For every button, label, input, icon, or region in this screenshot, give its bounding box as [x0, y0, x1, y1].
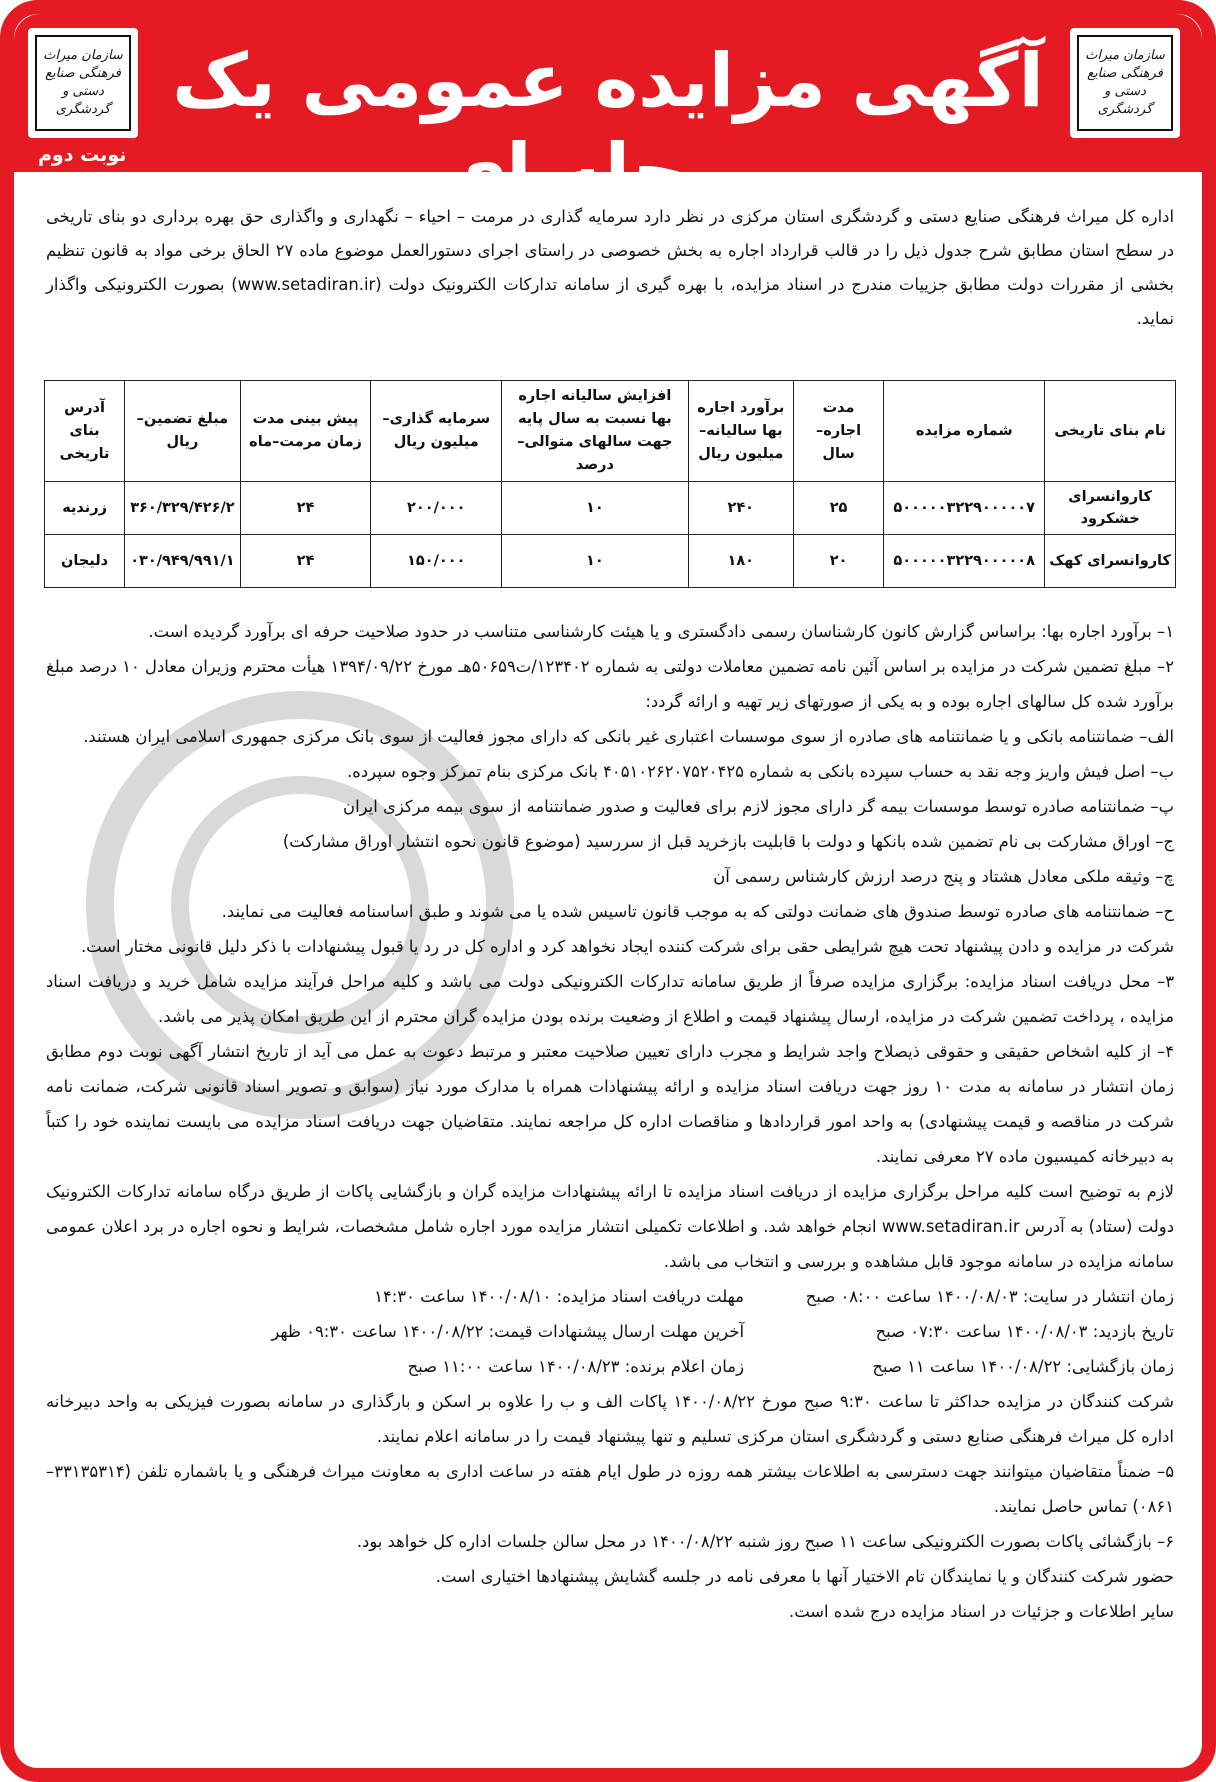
date-visit: تاریخ بازدید: ۱۴۰۰/۰۸/۰۳ ساعت ۰۷:۳۰ صبح: [875, 1322, 1174, 1341]
clause-3: ۳– محل دریافت اسناد مزایده: برگزاری مزایده صرفاً از طریق سامانه تدارکات الکترونیکی دولت می باشد و کلیه مراحل فرآیند مزایده شامل خرید و دریافت اسناد مزایده ، پرداخت تضمین شرکت در مزایده، ارسال پیشنهاد قیمت و اطلاع از وضعیت برنده بودن مزایده گران محترم از این طریق امکان پذیر می باشد.: [46, 972, 1174, 1026]
table-cell: کاروانسرای کهک: [1045, 535, 1176, 588]
clause-explanation: لازم به توضیح است کلیه مراحل برگزاری مزایده از دریافت اسناد مزایده تا ارائه پیشنهادات مزایده گران و بازگشایی پاکات از طریق درگاه سامانه تدارکات الکترونیک دولت (ستاد) به آدرس www.setadiran.ir انجام خواهد شد. و اطلاعات تکمیلی انتشار مزایده مورد اجاره شامل مشخصات، شرایط و نحوه اجاره در برد اعلان عمومی سامانه مزایده در سامانه موجود قابل مشاهده و بررسی و انتخاب می باشد.: [46, 1182, 1174, 1271]
organization-logo-right: [1070, 28, 1180, 138]
clause-2b: ب– اصل فیش واریز وجه نقد به حساب سپرده بانکی به شماره ۴۰۵۱۰۲۶۲۰۷۵۲۰۴۲۵ بانک مرکزی بنام تمرکز وجوه سپرده.: [347, 762, 1174, 781]
clause-6: ۶– بازگشائی پاکات بصورت الکترونیکی ساعت ۱۱ صبح روز شنبه ۱۴۰۰/۰۸/۲۲ در محل سالن جلسات اداره کل خواهد بود.: [356, 1532, 1174, 1551]
conditions-section: [46, 614, 1174, 1629]
date-bid-deadline: آخرین مهلت ارسال پیشنهادات قیمت: ۱۴۰۰/۰۸/۲۲ ساعت ۰۹:۳۰ ظهر: [271, 1322, 744, 1341]
dates-row: [46, 1314, 1174, 1349]
clause-2f: ح– ضمانتنامه های صادره توسط صندوق های ضمانت دولتی که به موجب قانون تاسیس شده یا می شوند و طبق اساسنامه فعالیت می نمایند.: [221, 902, 1174, 921]
table-cell: ۲۵: [793, 482, 883, 535]
auction-table: [44, 380, 1176, 588]
submission-paragraph: شرکت کنندگان در مزایده حداکثر تا ساعت ۹:۳۰ صبح مورخ ۱۴۰۰/۰۸/۲۲ پاکات الف و ب را علاوه بر اسکن و بارگذاری در سامانه بصورت فیزیکی به واحد دبیرخانه اداره کل میراث فرهنگی صنایع دستی و گردشگری استان مرکزی تسلیم و تنها پیشنهاد قیمت را در سامانه اعلام نمایند.: [46, 1392, 1174, 1446]
date-opening: زمان بازگشایی: ۱۴۰۰/۰۸/۲۲ ساعت ۱۱ صبح: [872, 1357, 1174, 1376]
intro-paragraph: اداره کل میراث فرهنگی صنایع دستی و گردشگری استان مرکزی در نظر دارد سرمایه گذاری در مرمت – احیاء – نگهداری و واگذاری حق بهره برداری دو بنای تاریخی در سطح استان مطابق شرح جدول ذیل را در قالب قرارداد اجاره به بخش خصوصی در راستای اجرای دستورالعمل موضوع ماده ۲۷ الحاق برخی مواد به قانون تنظیم بخشی از مقررات دولت مطابق جزییات مندرج در اسناد مزایده، با بهره گیری از سامانه تدارکات الکترونیک دولت (www.setadiran.ir) بصورت الکترونیکی واگذار نماید.: [46, 207, 1174, 328]
table-header-row: [45, 381, 1176, 482]
table-cell: ۲۴: [240, 482, 371, 535]
column-header: آدرس بنای تاریخی: [45, 381, 125, 482]
column-header: مدت اجاره– سال: [793, 381, 883, 482]
table-cell: کاروانسرای خشکرود: [1045, 482, 1176, 535]
attendance-note: حضور شرکت کنندگان و یا نمایندگان تام الاختیار آنها با معرفی نامه در جلسه گشایش پیشنهادها اختیاری است.: [435, 1567, 1174, 1586]
date-publish: زمان انتشار در سایت: ۱۴۰۰/۰۸/۰۳ ساعت ۰۸:۰۰ صبح: [805, 1287, 1174, 1306]
dates-row: [46, 1349, 1174, 1384]
table-cell: زرندیه: [45, 482, 125, 535]
column-header: سرمایه گذاری– میلیون ریال: [371, 381, 502, 482]
clause-4: ۴– از کلیه اشخاص حقیقی و حقوقی ذیصلاح واجد شرایط و مجرب دارای تعیین صلاحیت معتبر و مرتبط دعوت به عمل می آید از تاریخ انتشار آگهی نوبت دوم مطابق زمان انتشار در سامانه به مدت ۱۰ روز جهت دریافت اسناد مزایده و ارائه پیشنهادات همراه با مدارک مورد نیاز (سوابق و تصویر اسناد قانونی شرکت، ضمانت نامه شرکت در مناقصه و قیمت پیشنهادی) به واحد امور قراردادها و مناقصات اداره کل مراجعه نمایند. متقاضیان جهت دریافت اسناد مزایده می بایست نماینده خود را کتباً به دبیرخانه کمیسیون ماده ۲۷ معرفی نمایند.: [46, 1042, 1174, 1166]
header-banner: [14, 14, 1202, 214]
column-header: نام بنای تاریخی: [1045, 381, 1176, 482]
table-cell: ۰۳۰/۹۴۹/۹۹۱/۱: [125, 535, 241, 588]
closing-note: سایر اطلاعات و جزئیات در اسناد مزایده درج شده است.: [788, 1602, 1174, 1621]
clause-2d: ج– اوراق مشارکت بی نام تضمین شده بانکها و دولت با قابلیت بازخرید قبل از سررسید (موضوع قانون نحوه انتشار اوراق مشارکت): [282, 832, 1174, 851]
clause-2a: الف– ضمانتنامه بانکی و یا ضمانتنامه های صادره از سوی موسسات اعتباری غیر بانکی که دارای مجوز فعالیت از سوی بانک مرکزی جمهوری اسلامی ایران هستند.: [83, 727, 1174, 746]
table-cell: ۱۰: [502, 535, 688, 588]
table-cell: ۱۵۰/۰۰۰: [371, 535, 502, 588]
table-cell: ۱۸۰: [688, 535, 793, 588]
clause-2c: پ– ضمانتنامه صادره توسط موسسات بیمه گر دارای مجوز لازم برای فعالیت و صدور ضمانتنامه از سوی بیمه مرکزی ایران: [343, 797, 1174, 816]
table-cell: ۱۰: [502, 482, 688, 535]
page-title: آگهی مزایده عمومی یک مرحله ای: [172, 38, 1044, 214]
table-cell: ۲۰: [793, 535, 883, 588]
table-cell: ۲۰۰/۰۰۰: [371, 482, 502, 535]
column-header: مبلغ تضمین– ریال: [125, 381, 241, 482]
column-header: شماره مزایده: [884, 381, 1045, 482]
table-row: [45, 535, 1176, 588]
column-header: افزایش سالیانه اجاره بها نسبت به سال پایه جهت سالهای متوالی–درصد: [502, 381, 688, 482]
clause-note: شرکت در مزایده و دادن پیشنهاد تحت هیچ شرایطی حقی برای شرکت کننده ایجاد نخواهد کرد و اداره کل در رد یا قبول پیشنهادات با ذکر دلیل قانونی مختار است.: [80, 937, 1174, 956]
column-header: پیش بینی مدت زمان مرمت–ماه: [240, 381, 371, 482]
logo-seal-text: سازمان میراث فرهنگی صنایع دستی و گردشگری: [1077, 35, 1173, 131]
column-header: برآورد اجاره بها سالیانه– میلیون ریال: [688, 381, 793, 482]
table-cell: ۵۰۰۰۰۰۳۲۲۹۰۰۰۰۰۷: [884, 482, 1045, 535]
date-winner: زمان اعلام برنده: ۱۴۰۰/۰۸/۲۳ ساعت ۱۱:۰۰ صبح: [407, 1357, 744, 1376]
clause-2: ۲– مبلغ تضمین شرکت در مزایده بر اساس آئین نامه تضمین معاملات دولتی به شماره ۱۲۳۴۰۲/ت۵۰۶۵۹هـ مورخ ۱۳۹۴/۰۹/۲۲ هیأت محترم وزیران معادل ۱۰ درصد مبلغ برآورد شده کل سالهای اجاره بوده و به یکی از صورتهای زیر تهیه و ارائه گردد:: [46, 657, 1174, 711]
date-documents-deadline: مهلت دریافت اسناد مزایده: ۱۴۰۰/۰۸/۱۰ ساعت ۱۴:۳۰: [374, 1287, 744, 1306]
table-cell: دلیجان: [45, 535, 125, 588]
table-cell: ۲۴۰: [688, 482, 793, 535]
organization-logo-left: [28, 28, 138, 138]
table-row: [45, 482, 1176, 535]
logo-seal-text: سازمان میراث فرهنگی صنایع دستی و گردشگری: [35, 35, 131, 131]
dates-row: [46, 1279, 1174, 1314]
round-label: نوبت دوم: [38, 144, 127, 166]
table-cell: ۵۰۰۰۰۰۳۲۲۹۰۰۰۰۰۸: [884, 535, 1045, 588]
table-cell: ۳۶۰/۳۲۹/۴۲۶/۲: [125, 482, 241, 535]
table-cell: ۲۴: [240, 535, 371, 588]
clause-5: ۵– ضمناً متقاضیان میتوانند جهت دسترسی به اطلاعات بیشتر همه روزه در طول ایام هفته در ساعت اداری به معاونت میراث فرهنگی و یا باشماره تلفن (۳۳۱۳۵۳۱۴–۰۸۶۱) تماس حاصل نمایند.: [46, 1462, 1174, 1516]
clause-1: ۱– برآورد اجاره بها: براساس گزارش کانون کارشناسان رسمی دادگستری و یا هیئت کارشناسی متناسب در حدود صلاحیت حرفه ای برآورد گردیده است.: [148, 622, 1174, 641]
clause-2e: چ– وثیقه ملکی معادل هشتاد و پنج درصد ارزش کارشناس رسمی آن: [713, 867, 1174, 886]
